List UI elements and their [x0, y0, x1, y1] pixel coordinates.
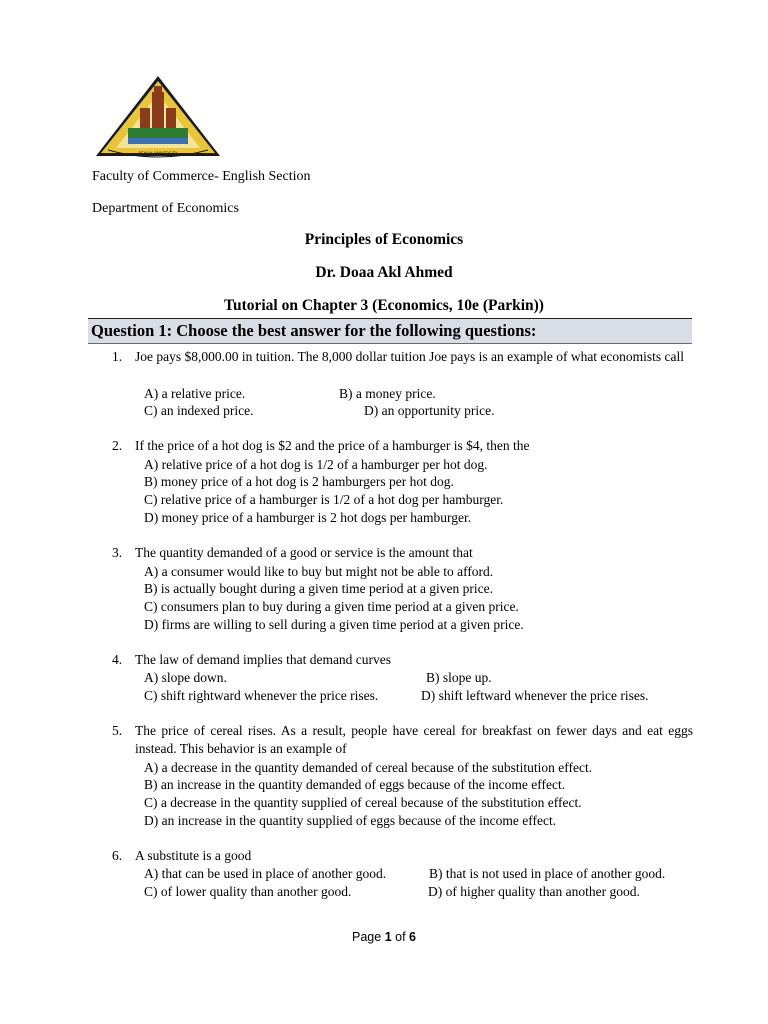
option-d: D) an opportunity price.	[364, 403, 495, 418]
option-b: B) an increase in the quantity demanded of eggs because of the income effect.	[144, 777, 566, 792]
option-c: C) of lower quality than another good.	[144, 884, 352, 899]
option-d: D) firms are willing to sell during a given time period at a given price.	[144, 617, 524, 632]
question-number: 1.	[112, 349, 123, 364]
option-a: A) a consumer would like to buy but might not be able to afford.	[144, 564, 494, 579]
question-number: 3.	[112, 545, 123, 560]
option-a: A) that can be used in place of another good.	[144, 866, 387, 881]
option-b: B) that is not used in place of another good.	[429, 866, 666, 881]
page-number: 1	[384, 930, 392, 944]
option-b: B) money price of a hot dog is 2 hamburgers per hot dog.	[144, 474, 454, 489]
question-stem: A substitute is a good	[135, 848, 252, 863]
option-a: A) a relative price.	[144, 386, 246, 401]
question-number: 6.	[112, 848, 123, 863]
course-title: Principles of Economics	[304, 231, 464, 248]
department-line: Department of Economics	[92, 201, 239, 216]
option-d: D) shift leftward whenever the price rises.	[421, 688, 649, 703]
option-d: D) an increase in the quantity supplied of eggs because of the income effect.	[144, 813, 557, 828]
page-total: 6	[409, 930, 416, 944]
option-d: D) money price of a hamburger is 2 hot dogs per hamburger.	[144, 510, 472, 525]
instructor-name: Dr. Doaa Akl Ahmed	[315, 264, 453, 281]
question-stem: The law of demand implies that demand curves	[135, 652, 392, 667]
option-a: A) a decrease in the quantity demanded of cereal because of the substitution effect.	[144, 760, 593, 775]
option-c: C) an indexed price.	[144, 403, 254, 418]
logo-text: BENHA UNIVERSITY	[138, 151, 178, 156]
option-b: B) a money price.	[339, 386, 436, 401]
option-c: C) shift rightward whenever the price rises.	[144, 688, 379, 703]
question-number: 5.	[112, 723, 123, 738]
option-a: A) slope down.	[144, 670, 227, 685]
option-c: C) a decrease in the quantity supplied of cereal because of the substitution effect.	[144, 795, 582, 810]
question-number: 2.	[112, 438, 123, 453]
section-title: Question 1: Choose the best answer for the following questions:	[91, 321, 537, 340]
tutorial-title: Tutorial on Chapter 3 (Economics, 10e (Parkin))	[224, 297, 544, 314]
page-footer	[0, 930, 768, 944]
section-header-bar	[88, 318, 692, 344]
question-stem: If the price of a hot dog is $2 and the price of a hamburger is $4, then the	[135, 438, 530, 453]
of-word: of	[395, 930, 406, 944]
question-number: 4.	[112, 652, 123, 667]
page-word: Page	[352, 930, 382, 944]
option-a: A) relative price of a hot dog is 1/2 of a hamburger per hot dog.	[144, 457, 488, 472]
faculty-line: Faculty of Commerce- English Section	[92, 169, 311, 184]
option-c: C) consumers plan to buy during a given time period at a given price.	[144, 599, 519, 614]
option-c: C) relative price of a hamburger is 1/2 of a hot dog per hamburger.	[144, 492, 504, 507]
university-logo	[92, 72, 224, 158]
question-stem: Joe pays $8,000.00 in tuition. The 8,000 dollar tuition Joe pays is an example of what economists call	[135, 349, 685, 364]
question-stem: The price of cereal rises. As a result, people have cereal for breakfast on fewer days and eat eggs instead. This behavior is an example of	[135, 723, 693, 756]
option-d: D) of higher quality than another good.	[428, 884, 640, 899]
option-b: B) slope up.	[426, 670, 492, 685]
question-stem: The quantity demanded of a good or service is the amount that	[135, 545, 473, 560]
option-b: B) is actually bought during a given time period at a given price.	[144, 581, 494, 596]
